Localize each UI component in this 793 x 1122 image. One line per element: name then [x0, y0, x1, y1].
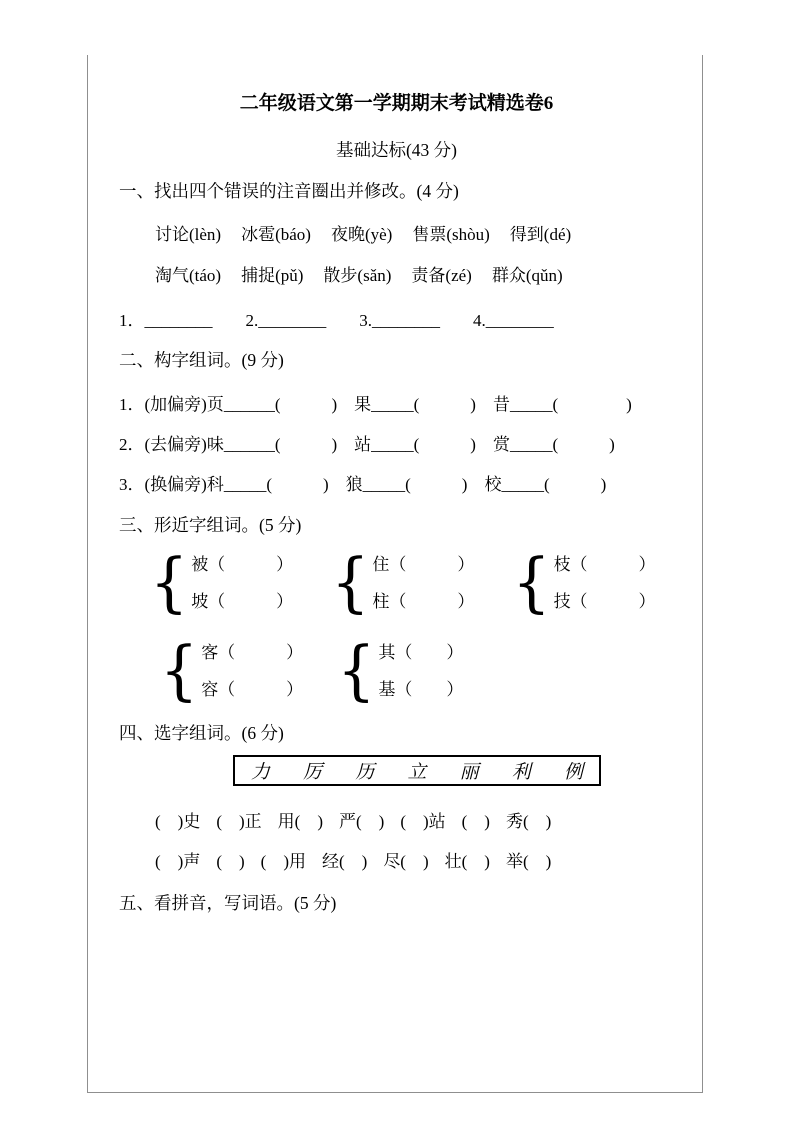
section4-row1 [155, 807, 551, 832]
section2-line-1: 1．(加偏旁)页______( ) 果_____( ) 昔_____( ) [119, 395, 632, 414]
fill-blank-item: 用( ) [277, 812, 323, 831]
section1-answer-line [119, 306, 554, 331]
left-brace-icon: { [150, 545, 189, 621]
fill-blank-item: 严( ) [338, 812, 385, 831]
brace-group [150, 546, 293, 620]
brace-group [337, 634, 463, 708]
fill-blank-item: ( )史 [155, 812, 201, 831]
word-blank: 其（ ） [378, 643, 464, 662]
fill-blank-item: 经( ) [321, 852, 368, 871]
brace-group [331, 546, 474, 620]
fill-blank-item: ( )正 [216, 812, 262, 831]
page-subtitle: 基础达标(43 分) [335, 140, 458, 160]
word-blank: 坡（ ） [191, 592, 294, 611]
pinyin-item: 售票(shòu) [412, 225, 490, 244]
section4-heading: 四、选字组词。(6 分) [119, 723, 284, 743]
section4-row2 [155, 847, 551, 872]
fill-blank-item: 秀( ) [505, 812, 552, 831]
word-blank: 柱（ ） [372, 592, 475, 611]
fill-blank-item: 举( ) [505, 852, 552, 871]
word-blank: 枝（ ） [553, 555, 656, 574]
box-character: 丽 [459, 762, 479, 783]
section2-line-3: 3．(换偏旁)科_____( ) 狼_____( ) 校_____( ) [119, 475, 607, 494]
word-blank: 住（ ） [372, 555, 475, 574]
fill-blank-item: ( )用 [260, 852, 306, 871]
left-brace-icon: { [337, 633, 376, 709]
answer-blank: 3.________ [359, 311, 440, 330]
fill-blank-item: ( )站 [400, 812, 446, 831]
box-character: 立 [407, 762, 427, 783]
section1-pinyin-row2 [155, 261, 563, 286]
section2-line-2: 2．(去偏旁)味______( ) 站_____( ) 赏_____( ) [119, 435, 615, 454]
pinyin-item: 散步(sǎn) [323, 266, 392, 285]
answer-blank: 4.________ [473, 311, 554, 330]
fill-blank-item: 尽( ) [383, 852, 429, 871]
pinyin-item: 得到(dé) [509, 225, 572, 244]
left-brace-icon: { [160, 633, 199, 709]
section1-pinyin-row1 [155, 220, 571, 245]
fill-blank-item: 壮( ) [444, 852, 490, 871]
left-brace-icon: { [331, 545, 370, 621]
pinyin-item: 捕捉(pǔ) [241, 266, 304, 285]
fill-blank-item: ( )声 [155, 852, 201, 871]
section2-heading: 二、构字组词。(9 分) [119, 350, 284, 370]
box-character: 例 [563, 762, 583, 783]
word-blank: 客（ ） [201, 643, 304, 662]
brace-group [512, 546, 655, 620]
section5-heading: 五、看拼音，写词语。(5 分) [119, 893, 337, 913]
fill-blank-item: ( ) [461, 812, 490, 831]
answer-blank: 1．________ [119, 311, 213, 330]
box-character: 利 [511, 762, 531, 783]
pinyin-item: 群众(qǔn) [491, 266, 563, 285]
word-blank: 容（ ） [201, 680, 304, 699]
pinyin-item: 讨论(lèn) [155, 225, 222, 244]
page-title: 二年级语文第一学期期末考试精选卷6 [239, 93, 554, 114]
word-blank: 技（ ） [553, 592, 656, 611]
box-character: 厉 [303, 762, 323, 783]
pinyin-item: 淘气(táo) [155, 266, 222, 285]
box-character: 力 [251, 762, 271, 783]
word-blank: 被（ ） [191, 555, 294, 574]
left-brace-icon: { [512, 545, 551, 621]
section3-row1 [150, 546, 656, 620]
word-blank: 基（ ） [378, 680, 464, 699]
section3-row2 [160, 634, 463, 708]
pinyin-item: 责备(zé) [411, 266, 472, 285]
fill-blank-item: ( ) [216, 852, 245, 871]
box-character: 历 [355, 762, 375, 783]
pinyin-item: 夜晚(yè) [330, 225, 393, 244]
section1-heading: 一、找出四个错误的注音圈出并修改。(4 分) [119, 181, 459, 201]
brace-group [160, 634, 303, 708]
section4-character-box [233, 755, 601, 786]
answer-blank: 2.________ [245, 311, 327, 330]
section3-heading: 三、形近字组词。(5 分) [119, 515, 302, 535]
pinyin-item: 冰雹(báo) [241, 225, 311, 244]
